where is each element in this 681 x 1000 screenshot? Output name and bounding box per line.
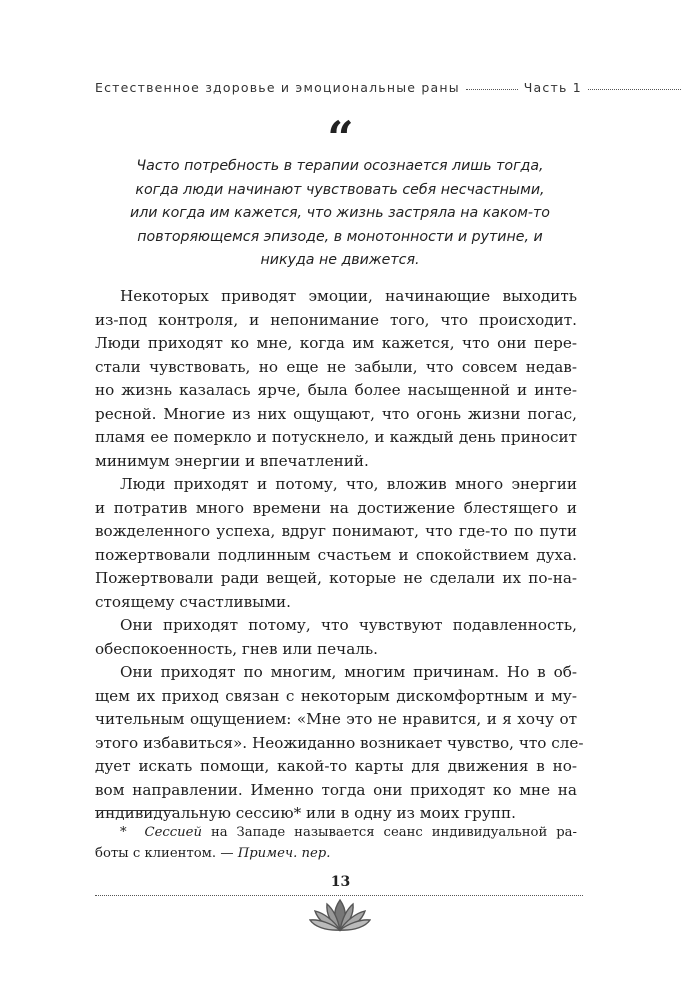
header-dot-leader-right [588,89,681,90]
body-line: ресной. Многие из них ощущают, что огонь жизни погас, [95,404,577,423]
footnote-line [95,822,577,843]
footnote-term: Сессией [144,825,202,840]
body-line: вожделенного успеха, вдруг понимают, что где-то по пути [95,522,577,540]
body-line: индивидуальную сессию* или в одну из моих групп. [95,804,516,822]
body-line: минимум энергии и впечатлений. [95,451,369,470]
part-label: Часть 1 [523,80,582,95]
body-line: Они приходят потому, что чувствуют подавленность, [120,616,577,634]
footnote-marker: * [120,825,127,840]
body-line: стали чувствовать, но еще не забыли, что совсем недав- [95,357,577,376]
body-text [95,285,584,826]
epigraph-line: повторяющемся эпизоде, в монотонности и рутине, и [137,228,543,245]
body-line: но жизнь казалась ярче, была более насыщенной и инте- [95,381,577,399]
footnote-rule [95,810,175,811]
footnote [95,822,577,864]
translator-note: Примеч. пер. [237,846,331,861]
body-line: вом направлении. Именно тогда они приходят ко мне на [95,780,577,799]
epigraph-line: когда люди начинают чувствовать себя несчастными, [135,181,545,198]
body-line: и потратив много времени на достижение блестящего и [95,498,577,517]
book-title: Естественное здоровье и эмоциональные раны [95,80,460,95]
epigraph-line: никуда не движется. [260,252,420,269]
epigraph-line: Часто потребность в терапии осознается лишь тогда, [136,158,544,174]
body-line: пламя ее померкло и потускнело, и каждый день приносит [95,428,577,446]
body-line: обеспокоенность, гнев или печаль. [95,639,379,658]
lotus-ornament-icon [309,898,371,932]
body-line: Люди приходят и потому, что, вложив много энергии [120,475,577,493]
body-line: Пожертвовали ради вещей, которые не сделали их по-на- [95,569,577,587]
body-line: пожертвовали подлинным счастьем и спокойствием духа. [95,545,577,564]
page-number: 13 [330,874,351,890]
quote-mark-icon: “ [327,111,354,165]
body-line: чительным ощущением: «Мне это не нравится, и я хочу от [95,710,577,728]
body-line: дует искать помощи, какой-то карты для движения в но- [95,757,577,775]
body-line: стоящему счастливыми. [95,592,291,611]
body-line: Некоторых приводят эмоции, начинающие выходить [120,287,577,305]
body-line: щем их приход связан с некоторым дискомфортным и му- [95,686,577,705]
body-line: Люди приходят ко мне, когда им кажется, что они пере- [95,334,577,352]
body-line: из-под контроля, и непонимание того, что происходит. [95,310,577,329]
body-line: этого избавиться». Неожиданно возникает чувство, что сле- [95,733,584,752]
running-header [95,80,681,100]
footer-dot-leader [95,895,583,896]
body-line: Они приходят по многим, многим причинам. Но в об- [120,663,577,681]
footnote-text: на Западе называется сеанс индивидуальной ра- [201,825,577,840]
epigraph-line: или когда им кажется, что жизнь застряла на каком-то [130,205,550,222]
footnote-text: боты с клиентом. — [95,846,238,861]
footnote-line [95,843,577,864]
header-dot-leader [466,89,518,90]
epigraph [110,155,570,273]
